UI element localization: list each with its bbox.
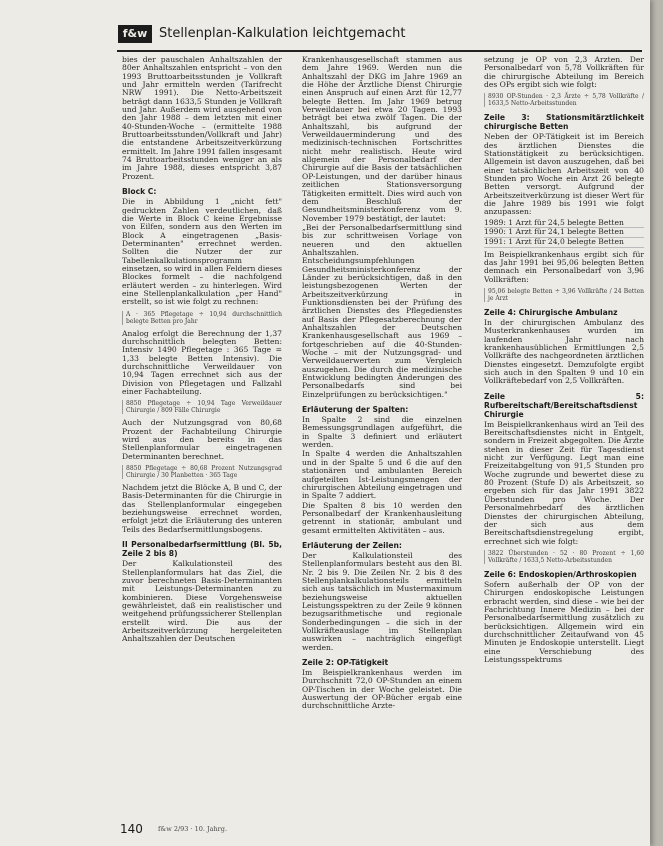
paragraph: In Spalte 4 werden die Anhaltszahlen und in der Spalte 5 und 6 die auf den stationären und ambulanten Bereich aufgeteilten Ist-Leistungsmengen der chirurgischen Abteilung eingetragen und in Spalte 7 addiert. [302, 449, 462, 501]
year-row: 1990: 1 Arzt für 24,1 belegte Betten [484, 228, 644, 238]
paragraph: Der Kalkulationsteil des Stellenplanformulars hat das Ziel, die zuvor berechneten Basis-Determinanten mit Leistungs-Determinanten zu kombinieren. Diese Vorgehensweise gewährleistet, daß ein realistischer und weitgehend prüfungssicherer Stellenplan erstellt wird. Die aus der Arbeitszeitverkürzung hergeleiteten Anhaltszahlen der Deutschen [122, 559, 282, 644]
paragraph: In der chirurgischen Ambulanz des Musterkrankenhauses wurden im laufenden Jahr nach krankenhausüblichen Ermittlungen 2,5 Vollkräfte des nachgeordneten ärztlichen Dienstes eingesetzt. Demzufolgte ergibt sich auch in den Spalten 9 und 10 ein Vollkräftebedarf von 2,5 Vollkräften. [484, 317, 644, 386]
subheading-spalten: Erläuterung der Spalten: [302, 405, 409, 415]
paragraph: Auch der Nutzungsgrad von 80,68 Prozent der Fachabteilung Chirurgie wird aus den bereits in das Stellenplanformular eingetragenen Determinanten berechnet. [122, 418, 282, 461]
paragraph: setzung je OP von 2,3 Ärzten. Der Personalbedarf von 5,78 Vollkräften für die chirurgische Abteilung im Bereich des OPs ergibt sich wie folgt: [484, 56, 644, 90]
formula: 3822 Überstunden · 52 · 80 Prozent ÷ 1,60 Vollkräfte / 1633,5 Netto-Arbeitsstunden [484, 550, 644, 564]
page-footer [120, 822, 640, 836]
subheading-zeile-6: Zeile 6: Endoskopien/Arthroskopien [484, 569, 637, 579]
year-row: 1989: 1 Arzt für 24,5 belegte Betten [484, 219, 644, 229]
subheading-block-c: Block C: [122, 187, 157, 197]
formula: 8850 Pflegetage ÷ 80,68 Prozent Nutzungsgrad Chirurgie / 30 Planbetten · 365 Tage [122, 465, 282, 479]
paragraph: Neben der OP-Tätigkeit ist im Bereich des ärztlichen Dienstes die Stationstätigkeit zu berücksichtigen. Allgemein ist davon auszugehen, daß bei einer tatsächlichen Arbeitszeit von 40 Stunden pro Woche ein Arzt 26 belegte Betten versorgt. Aufgrund der Arbeitszeitverkürzung ist dieser Wert für die Jahre 1989 bis 1991 wie folgt anzupassen: [484, 132, 644, 217]
paragraph: Sofern außerhalb der OP von der Chirurgen endoskopische Leistungen erbracht werden, sind diese – wie bei der Fachrichtung Innere Medizin – bei der Personalbedarfsermittlung zusätzlich zu berücksichtigen. Allgemein wird ein durchschnittlicher Zeitaufwand von 45 Minuten je Endoskopie unterstellt. Liegt eine Verschiebung des Leistungsspektrums [484, 579, 644, 664]
subheading-zeile-2: Zeile 2: OP-Tätigkeit [302, 658, 389, 668]
formula: A · 365 Pflegetage ÷ 10,94 durchschnittlich belegte Betten pro Jahr [122, 311, 282, 325]
journal-logo: f&w [118, 25, 152, 43]
subheading-personalbedarf: II Personalbedarfsermittlung (Bl. 5b, Zeile 2 bis 8) [122, 540, 282, 559]
formula: 95,06 belegte Betten ÷ 3,96 Vollkräfte / 24 Betten je Arzt [484, 288, 644, 302]
page-number: 140 [120, 822, 143, 836]
text-column-1 [122, 56, 282, 818]
running-title: Stellenplan-Kalkulation leichtgemacht [159, 26, 406, 41]
paragraph: Analog erfolgt die Berechnung der 1,37 durchschnittlich belegten Betten: Intensiv 1490 Pflegetage : 365 Tage = 1,33 belegte Betten Intensiv). Die durchschnittliche Verweildauer von 10,94 Tagen errechnet sich aus der Division von Pflegetagen und Fallzahl einer Fachabteilung. [122, 328, 282, 397]
paragraph: Krankenhausgesellschaft stammen aus dem Jahre 1969. Werden nun die Anhaltszahl der DKG im Jahre 1969 an die Höhe der Ärztliche Dienst Chirurgie einen Anspruch auf einen Arzt für 12,77 belegte Betten. Im Jahr 1969 betrug Verweildauer bei etwa 20 Tagen. 1993 beträgt bei etwa zwölf Tagen. Die der Anhaltszahl, bis aufgrund der Verweildauerminderung und des medizinisch-technischen Fortschrittes nicht mehr realistisch. Heute wird allgemein der Personalbedarf der Chirurgie auf die Basis der tatsächlichen OP-Leistungen, und der darüber hinaus zeitlichen Stationsversorgung Tätigkeiten ermittelt. Dies wird auch von dem Beschluß der Gesundheitsministerkonferenz vom 9. November 1979 bestätigt, der lautet: [302, 56, 462, 223]
subheading-zeile-5: Zeile 5: Rufbereitschaft/Bereitschaftsdienst Chirurgie [484, 391, 644, 419]
text-column-2 [302, 56, 462, 818]
paragraph: Die Spalten 8 bis 10 werden den Personalbedarf der Krankenhausleitung getrennt in stationär, ambulant und gesamt ermittelten Aktivitäten – aus. [302, 500, 462, 535]
paragraph: Im Beispielkrankenhaus ergibt sich für das Jahr 1991 bei 95,06 belegten Betten demnach ein Personalbedarf von 3,96 Vollkräften: [484, 249, 644, 284]
year-row: 1991: 1 Arzt für 24,0 belegte Betten [484, 238, 644, 248]
formula: 8850 Pflegetage ÷ 10,94 Tage Verweildauer Chirurgie / 809 Fälle Chirurgie [122, 400, 282, 414]
subheading-zeile-4: Zeile 4: Chirurgische Ambulanz [484, 307, 618, 317]
paragraph: Der Kalkulationsteil des Stellenplanformulars besteht aus den Bl. Nr. 2 bis 9. Die Zeilen Nr. 2 bis 8 des Stellenplankalkulationsteils ermitteln sich aus tatsächlich im Mustermaximum beziehungsweise aktuellen Leistungsspektren zu der Zeile 9 können bezugsarithmetische und regionale Sonderbedingungen – die sich in der Vollkräfteauslage im Stellenplan auswirken – nachträglich eingefügt werden. [302, 550, 462, 652]
formula: 8930 OP-Stunden · 2,3 Ärzte ÷ 5,78 Vollkräfte / 1633,5 Netto-Arbeitsstunden [484, 93, 644, 107]
paragraph: Im Beispielkrankenhaus wird an Teil des Bereitschaftsdienstes nicht in Entgelt, sondern in Freizeit abgegolten. Die Ärzte stehen in dieser Zeit für Tagesdienst nicht zur Verfügung. Legt man eine Freizeitabgeltung von 91,5 Stunden pro Woche zugrunde und bewertet diese zu 80 Prozent (Stufe D) als Arbeitszeit, so ergeben sich für das Jahr 1991 3822 Überstunden pro Woche. Der Personalmehrbedarf des ärztlichen Dienstes der chirurgischen Abteilung, der sich aus dem Bereitschaftsdienstregelung ergibt, errechnet sich wie folgt: [484, 419, 644, 546]
paragraph: bies der pauschalen Anhaltszahlen der 80er Anhaltszahlen entspricht – von den 1993 Bruttoarbeitsstunden je Vollkraft und Jahr ermitteln werden (Tarifrecht NRW 1991). Die Netto-Arbeitszeit beträgt dann 1633,5 Stunden je Vollkraft und Jahr. Außerdem wird ausgehend von den Jahr 1988 – dem letzten mit einer 40-Stunden-Woche – (ermittelte 1988 Bruttoarbeitsstunden/Vollkraft und Jahr) die entstandene Arbeitszeitverkürzung ermittelt. Im Jahre 1991 fallen insgesamt 74 Bruttoarbeitsstunden weniger an als im Jahre 1988, dieses entspricht 3,87 Prozent. [122, 56, 282, 181]
year-list [484, 219, 644, 248]
paragraph: Nachdem jetzt die Blöcke A, B und C, der Basis-Determinanten für die Chirurgie in das Stellenplanformular eingegeben beziehungsweise errechnet worden, erfolgt jetzt die Erläuterung des unteren Teils des Bedarfsermittlungsbogens. [122, 483, 282, 534]
page-header [117, 22, 650, 48]
subheading-zeilen: Erläuterung der Zeilen: [302, 540, 402, 550]
subheading-zeile-3: Zeile 3: Stationsmitärztlichkeit chirurgische Betten [484, 113, 644, 132]
paragraph-quote: „Bei der Personalbedarfsermittlung sind bis zur schrittweisen Vorlage von neueren und den aktuellen Anhaltszahlen. Entscheidungsumpfehlungen Gesundheitsministerkonferenz der Länder zu berücksichtigen, daß in den leistungsbezogenen Werten der Arbeitszeitverkürzung in Funktionsdiensten bei der Prüfung des ärztlichen Dienstes des Pflegedienstes auf Basis der Pflegesatzberechnung der Anhaltszahlen der Deutschen Krankenhausgesellschaft aus 1969 – fortgeschrieben auf die 40-Stunden-Woche – mit der Nutzungsgrad- und Verweildauerwerten zum Vergleich auszugehen. Die durch die medizinische Entwicklung bedingten Änderungen des Personalbedarfs sind bei Einzelprüfungen zu berücksichtigen." [302, 222, 462, 399]
paragraph: Die in Abbildung 1 „nicht fett" gedruckten Zahlen verdeutlichen, daß die Werte in Block C keine Ergebnisse von Eilfen, sondern aus den Werten im Block A eingetragenen „Basis-Determinanten" errechnet werden. Sollten die Nutzer der zur Tabellenkalkulationsprogramm einsetzen, so wird in allen Feldern dieses Blockes formelt – die nachfolgend erläutert werden – zu hinterlegen. Wird eine Stellenplankalkulation „per Hand" erstellt, so ist wie folgt zu rechnen: [122, 197, 282, 307]
header-rule [117, 50, 642, 52]
text-column-3 [484, 56, 644, 818]
paragraph: Im Beispielkrankenhaus werden im Durchschnitt 72,0 OP-Stunden an einem OP-Tischen in der Woche geleistet. Die Auswertung der OP-Bücher ergab eine durchschnittliche Arzte- [302, 668, 462, 711]
paragraph: In Spalte 2 sind die einzelnen Bemessungsgrundlagen aufgeführt, die in Spalte 3 definiert und erläutert werden. [302, 415, 462, 450]
journal-reference: f&w 2/93 · 10. Jahrg. [158, 825, 228, 833]
